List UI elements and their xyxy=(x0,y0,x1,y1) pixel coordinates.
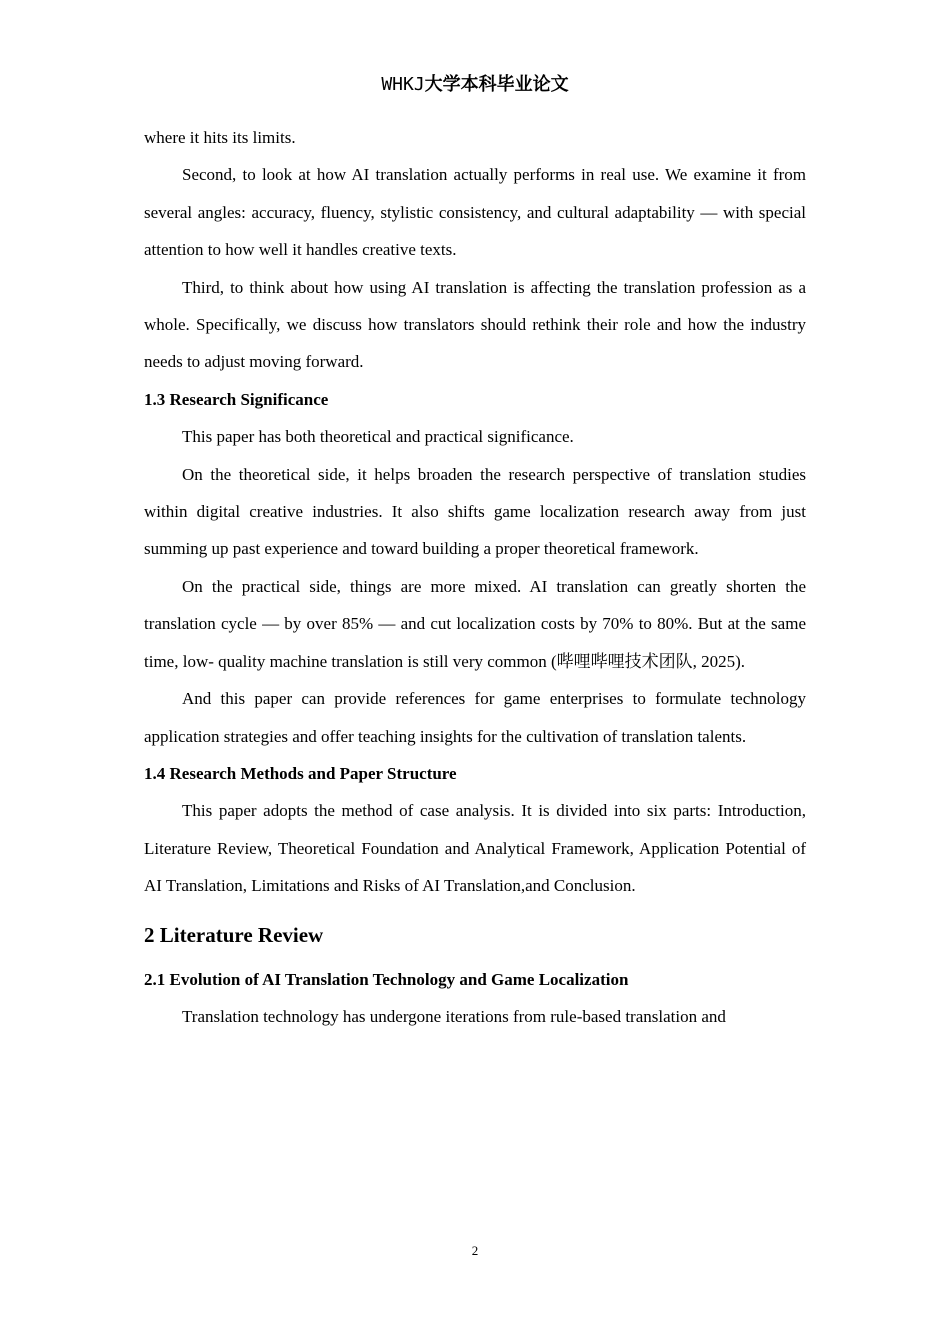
page-body xyxy=(144,119,806,1035)
paragraph-significance-theoretical: On the theoretical side, it helps broaden the research perspective of translation studies within digital creative industries. It also shifts game localization research away from just summing up past experience and toward building a proper theoretical framework. xyxy=(144,464,806,559)
paragraph-evolution: Translation technology has undergone iterations from rule-based translation and xyxy=(182,1006,726,1026)
page-number: 2 xyxy=(471,1243,479,1258)
paragraph-continued: where it hits its limits. xyxy=(144,128,296,147)
header-institution-code: WHKJ xyxy=(381,74,425,95)
paragraph-objective-third: Third, to think about how using AI translation is affecting the translation profession as a whole. Specifically, we discuss how translators should rethink their role and how the industry needs to adjust moving forward. xyxy=(144,277,806,372)
paragraph-significance-practical: On the practical side, things are more mixed. AI translation can greatly shorten the translation cycle — by over 85% — and cut localization costs by 70% to 80%. But at the same time, low- quality machine translation is still very common (哔哩哔哩技术团队, 2025). xyxy=(144,576,806,671)
paragraph-significance-references: And this paper can provide references for game enterprises to formulate technology application strategies and offer teaching insights for the cultivation of translation talents. xyxy=(144,689,806,746)
heading-1-3: 1.3 Research Significance xyxy=(144,389,329,409)
paragraph-methods: This paper adopts the method of case analysis. It is divided into six parts: Introduction, Literature Review, Theoretical Foundation and Analytical Framework, Application Potential of AI Translation, Limitations and Risks of AI Translation,and Conclusion. xyxy=(144,801,806,896)
heading-1-4: 1.4 Research Methods and Paper Structure xyxy=(144,763,457,783)
heading-section-2: 2 Literature Review xyxy=(144,922,324,947)
paragraph-significance-intro: This paper has both theoretical and practical significance. xyxy=(182,427,574,447)
header-thesis-title: 大学本科毕业论文 xyxy=(424,74,569,95)
paragraph-objective-second: Second, to look at how AI translation actually performs in real use. We examine it from several angles: accuracy, fluency, stylistic consistency, and cultural adaptability — with special attention to how well it handles creative texts. xyxy=(144,165,806,260)
heading-2-1: 2.1 Evolution of AI Translation Technology and Game Localization xyxy=(144,969,629,989)
running-header xyxy=(0,72,950,98)
